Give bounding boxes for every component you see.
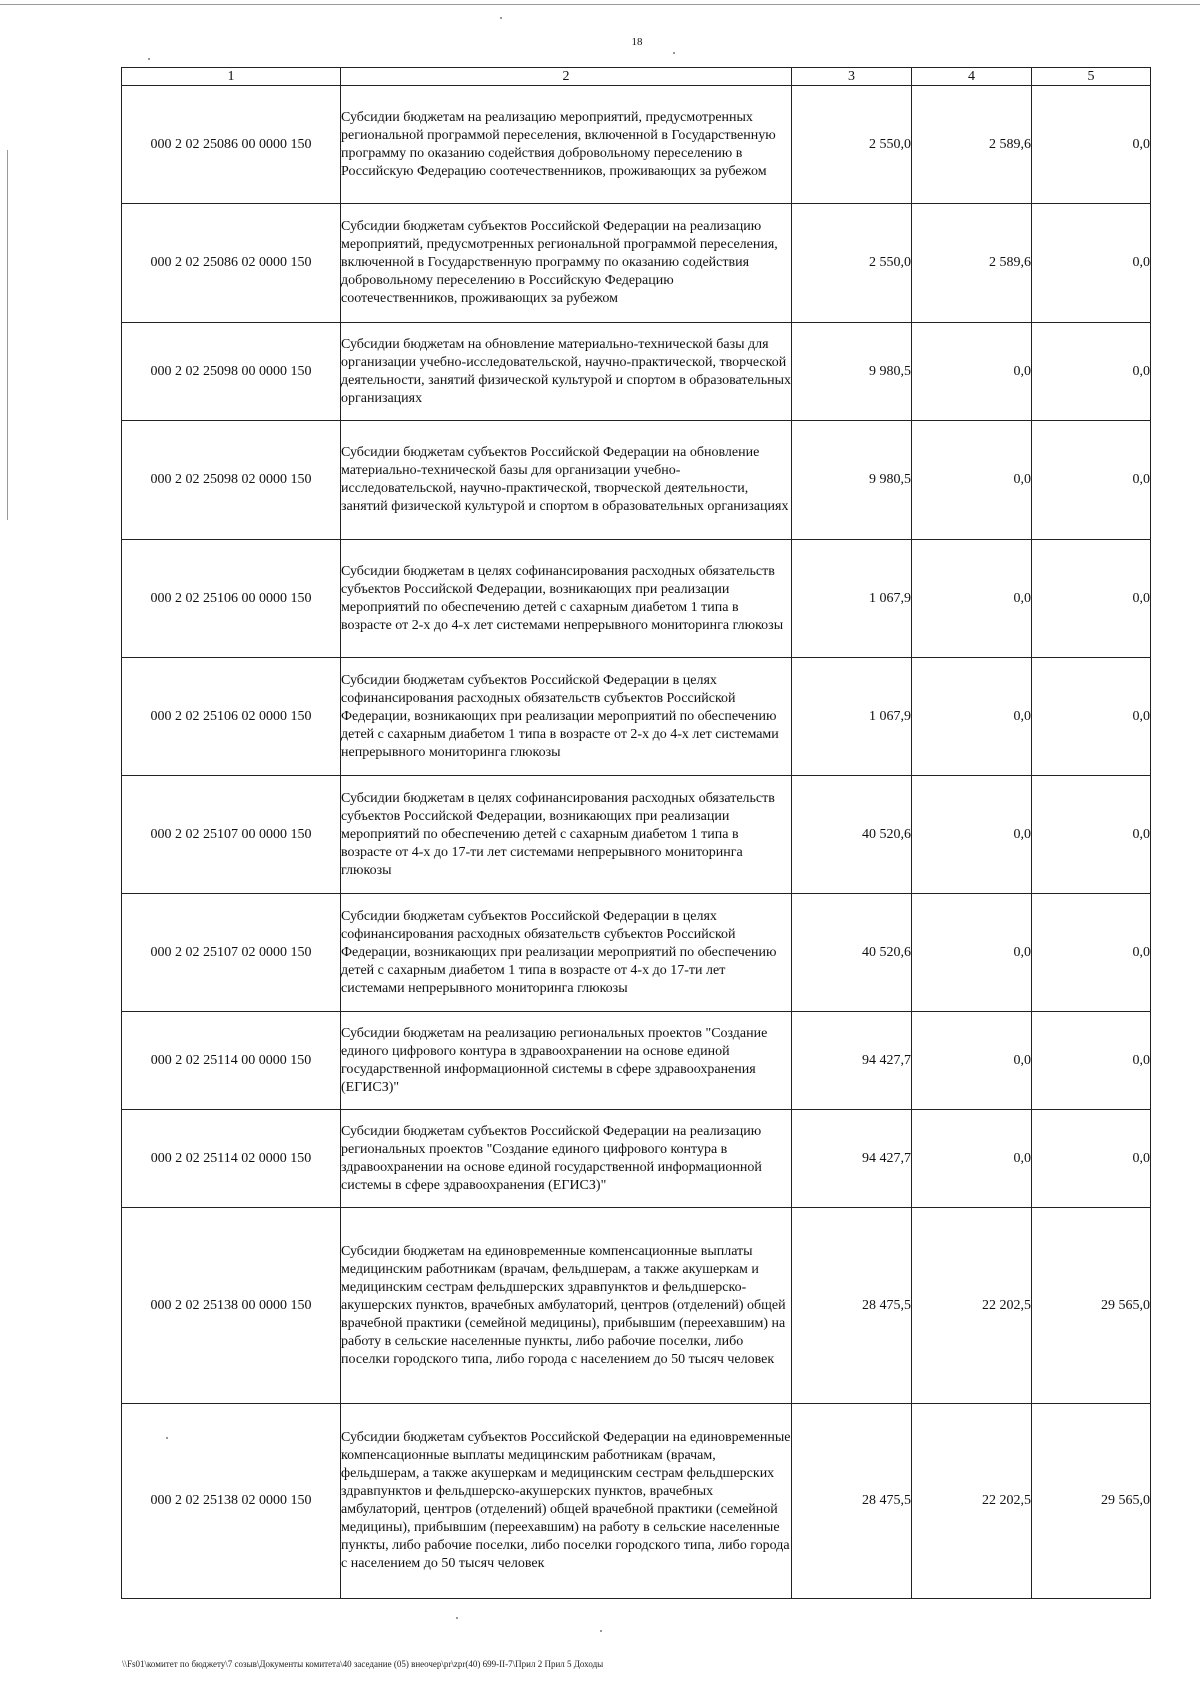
column-header-3: 3 — [792, 68, 912, 86]
scan-speck — [673, 52, 675, 54]
amount-col4: 0,0 — [912, 421, 1032, 540]
amount-col3: 1 067,9 — [792, 540, 912, 658]
amount-col3: 40 520,6 — [792, 776, 912, 894]
table-row — [122, 1208, 1151, 1404]
table-row — [122, 540, 1151, 658]
description: Субсидии бюджетам на единовременные компенсационные выплаты медицинским работникам (врачам, фельдшерам, а также акушеркам и медицинским сестрам фельдшерских здравпунктов и фельдшерско-акушерских пунктов, врачебных амбулаторий, центров (отделений) общей врачебной практики (семейной медицины), прибывшим (переехавшим) на работу в сельские населенные пункты, либо рабочие поселки, либо поселки городского типа, либо города с населением до 50 тысяч человек — [341, 1208, 792, 1404]
amount-col5: 0,0 — [1032, 1012, 1151, 1110]
amount-col4: 0,0 — [912, 1012, 1032, 1110]
scan-speck — [600, 1630, 602, 1632]
amount-col5: 29 565,0 — [1032, 1404, 1151, 1599]
column-header-4: 4 — [912, 68, 1032, 86]
table-row — [122, 1012, 1151, 1110]
amount-col5: 0,0 — [1032, 540, 1151, 658]
scan-speck — [148, 58, 150, 60]
budget-code: 000 2 02 25098 00 0000 150 — [122, 323, 341, 421]
amount-col4: 0,0 — [912, 776, 1032, 894]
description: Субсидии бюджетам на реализацию региональных проектов "Создание единого цифрового контура в здравоохранении на основе единой государственной информационной системы в сфере здравоохранения (ЕГИСЗ)" — [341, 1012, 792, 1110]
amount-col3: 1 067,9 — [792, 658, 912, 776]
amount-col3: 9 980,5 — [792, 323, 912, 421]
amount-col4: 0,0 — [912, 323, 1032, 421]
description: Субсидии бюджетам в целях софинансирования расходных обязательств субъектов Российской Федерации, возникающих при реализации мероприятий по обеспечению детей с сахарным диабетом 1 типа в возрасте от 2-х до 4-х лет системами непрерывного мониторинга глюкозы — [341, 540, 792, 658]
amount-col5: 29 565,0 — [1032, 1208, 1151, 1404]
amount-col4: 0,0 — [912, 1110, 1032, 1208]
budget-code: 000 2 02 25138 02 0000 150 — [122, 1404, 341, 1599]
amount-col3: 28 475,5 — [792, 1208, 912, 1404]
scan-speck — [456, 1617, 458, 1619]
amount-col4: 2 589,6 — [912, 204, 1032, 323]
amount-col4: 22 202,5 — [912, 1208, 1032, 1404]
description: Субсидии бюджетам на обновление материально-технической базы для организации учебно-исследовательской, научно-практической, творческой деятельности, занятий физической культурой и спортом в образовательных организациях — [341, 323, 792, 421]
column-header-2: 2 — [341, 68, 792, 86]
description: Субсидии бюджетам на реализацию мероприятий, предусмотренных региональной программой переселения, включенной в Государственную программу по оказанию содействия добровольному переселению в Российскую Федерацию соотечественников, проживающих за рубежом — [341, 86, 792, 204]
amount-col5: 0,0 — [1032, 323, 1151, 421]
revenue-table — [121, 67, 1151, 1599]
amount-col4: 22 202,5 — [912, 1404, 1032, 1599]
amount-col3: 40 520,6 — [792, 894, 912, 1012]
budget-code: 000 2 02 25086 02 0000 150 — [122, 204, 341, 323]
amount-col4: 0,0 — [912, 540, 1032, 658]
description: Субсидии бюджетам субъектов Российской Федерации в целях софинансирования расходных обязательств субъектов Российской Федерации, возникающих при реализации мероприятий по обеспечению детей с сахарным диабетом 1 типа в возрасте от 2-х до 4-х лет системами непрерывного мониторинга глюкозы — [341, 658, 792, 776]
scan-edge-line-top — [0, 4, 1200, 5]
amount-col4: 2 589,6 — [912, 86, 1032, 204]
header-row — [122, 68, 1151, 86]
budget-code: 000 2 02 25114 02 0000 150 — [122, 1110, 341, 1208]
amount-col4: 0,0 — [912, 894, 1032, 1012]
amount-col5: 0,0 — [1032, 894, 1151, 1012]
table-row — [122, 86, 1151, 204]
amount-col5: 0,0 — [1032, 86, 1151, 204]
footer-file-path: \\Fs01\комитет по бюджету\7 созыв\Документы комитета\40 заседание (05) внеочер\pr\zpr(40) 699-II-7\Прил 2 Прил 5 Доходы — [122, 1659, 604, 1669]
page-number: 18 — [631, 36, 643, 48]
scan-edge-line-left — [7, 150, 8, 520]
amount-col5: 0,0 — [1032, 776, 1151, 894]
description: Субсидии бюджетам субъектов Российской Федерации в целях софинансирования расходных обязательств субъектов Российской Федерации, возникающих при реализации мероприятий по обеспечению детей с сахарным диабетом 1 типа в возрасте от 4-х до 17-ти лет системами непрерывного мониторинга глюкозы — [341, 894, 792, 1012]
description: Субсидии бюджетам субъектов Российской Федерации на реализацию региональных проектов "Создание единого цифрового контура в здравоохранении на основе единой государственной информационной системы в сфере здравоохранения (ЕГИСЗ)" — [341, 1110, 792, 1208]
amount-col3: 94 427,7 — [792, 1110, 912, 1208]
amount-col3: 2 550,0 — [792, 204, 912, 323]
budget-code: 000 2 02 25098 02 0000 150 — [122, 421, 341, 540]
column-header-1: 1 — [122, 68, 341, 86]
table-row — [122, 323, 1151, 421]
table-row — [122, 1404, 1151, 1599]
amount-col5: 0,0 — [1032, 1110, 1151, 1208]
table-row — [122, 421, 1151, 540]
budget-code: 000 2 02 25106 02 0000 150 — [122, 658, 341, 776]
amount-col5: 0,0 — [1032, 421, 1151, 540]
table-row — [122, 894, 1151, 1012]
table-row — [122, 204, 1151, 323]
amount-col3: 9 980,5 — [792, 421, 912, 540]
table-row — [122, 776, 1151, 894]
amount-col3: 28 475,5 — [792, 1404, 912, 1599]
table-row — [122, 658, 1151, 776]
amount-col5: 0,0 — [1032, 658, 1151, 776]
column-header-5: 5 — [1032, 68, 1151, 86]
description: Субсидии бюджетам субъектов Российской Федерации на обновление материально-технической базы для организации учебно-исследовательской, научно-практической, творческой деятельности, занятий физической культурой и спортом в образовательных организациях — [341, 421, 792, 540]
amount-col3: 94 427,7 — [792, 1012, 912, 1110]
budget-code: 000 2 02 25107 02 0000 150 — [122, 894, 341, 1012]
amount-col5: 0,0 — [1032, 204, 1151, 323]
table-row — [122, 1110, 1151, 1208]
budget-code: 000 2 02 25138 00 0000 150 — [122, 1208, 341, 1404]
description: Субсидии бюджетам субъектов Российской Федерации на единовременные компенсационные выплаты медицинским работникам (врачам, фельдшерам, а также акушеркам и медицинским сестрам фельдшерских здравпунктов и фельдшерско-акушерских пунктов, врачебных амбулаторий, центров (отделений) общей врачебной практики (семейной медицины), прибывшим (переехавшим) на работу в сельские населенные пункты, либо рабочие поселки, либо поселки городского типа, либо города с населением до 50 тысяч человек — [341, 1404, 792, 1599]
budget-code: 000 2 02 25086 00 0000 150 — [122, 86, 341, 204]
amount-col4: 0,0 — [912, 658, 1032, 776]
budget-code: 000 2 02 25114 00 0000 150 — [122, 1012, 341, 1110]
budget-code: 000 2 02 25106 00 0000 150 — [122, 540, 341, 658]
budget-code: 000 2 02 25107 00 0000 150 — [122, 776, 341, 894]
description: Субсидии бюджетам субъектов Российской Федерации на реализацию мероприятий, предусмотренных региональной программой переселения, включенной в Государственную программу по оказанию содействия добровольному переселению в Российскую Федерацию соотечественников, проживающих за рубежом — [341, 204, 792, 323]
amount-col3: 2 550,0 — [792, 86, 912, 204]
scan-speck — [500, 17, 502, 19]
description: Субсидии бюджетам в целях софинансирования расходных обязательств субъектов Российской Федерации, возникающих при реализации мероприятий по обеспечению детей с сахарным диабетом 1 типа в возрасте от 4-х до 17-ти лет системами непрерывного мониторинга глюкозы — [341, 776, 792, 894]
